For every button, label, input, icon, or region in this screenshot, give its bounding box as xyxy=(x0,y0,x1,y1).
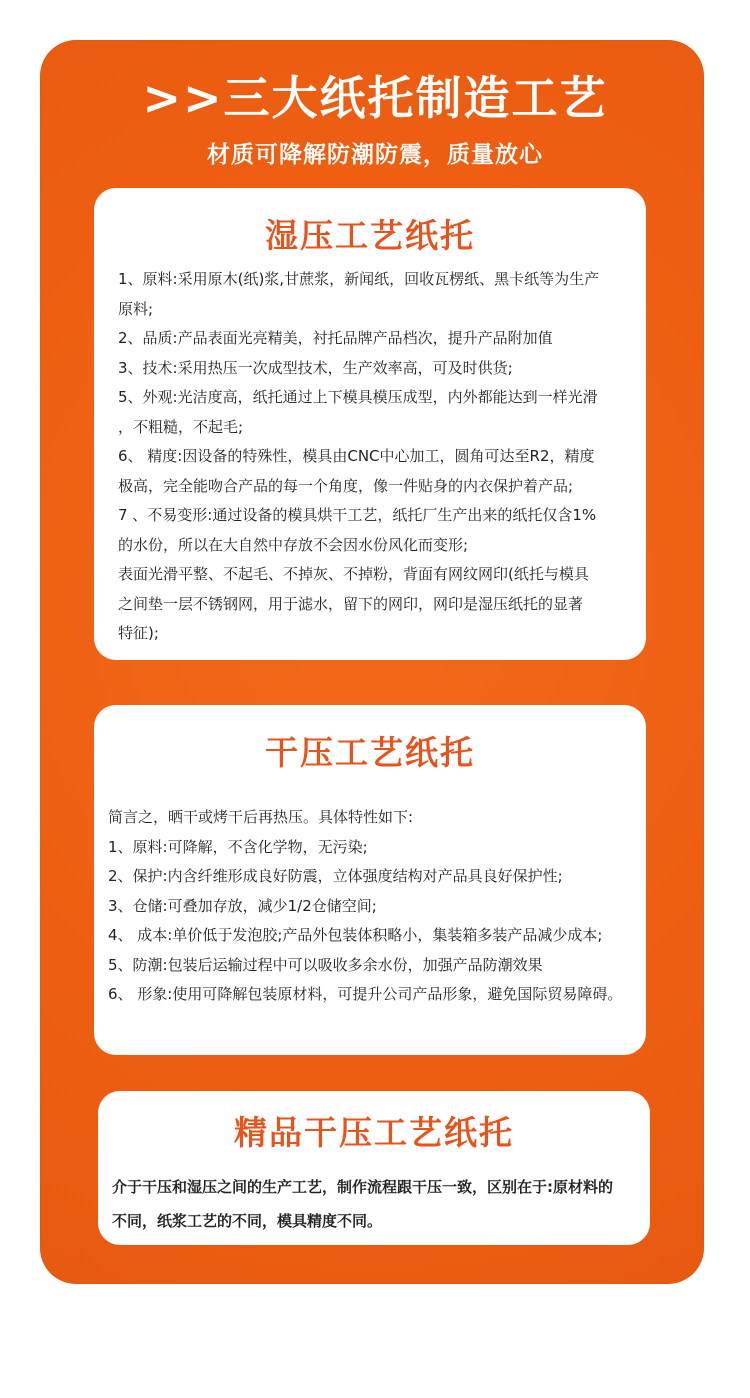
text-line: 1、原料:采用原木(纸)浆,甘蔗浆，新闻纸，回收瓦楞纸、黑卡纸等为生产 xyxy=(118,270,600,288)
page-subtitle: 材质可降解防潮防震，质量放心 xyxy=(207,142,543,168)
text-line: 极高，完全能吻合产品的每一个角度，像一件贴身的内衣保护着产品; xyxy=(118,476,574,495)
text-line: 5、防潮:包装后运输过程中可以吸收多余水份，加强产品防潮效果 xyxy=(108,955,543,974)
text-line: 3、仓储:可叠加存放，减少1/2仓储空间; xyxy=(108,896,377,915)
text-line: 5、外观:光洁度高，纸托通过上下模具模压成型，内外都能达到一样光滑 xyxy=(118,388,598,406)
wet-press-description xyxy=(118,265,632,649)
text-line: 6、 精度:因设备的特殊性，模具由CNC中心加工，圆角可达至R2，精度 xyxy=(118,447,595,465)
wet-press-title: 湿压工艺纸托 xyxy=(265,216,475,255)
text-line: 4、 成本:单价低于发泡胶;产品外包装体积略小，集装箱多装产品减少成本; xyxy=(108,926,603,944)
text-line: 2、保护:内含纤维形成良好防震，立体强度结构对产品具良好保护性; xyxy=(108,867,563,885)
premium-dry-press-description xyxy=(112,1170,636,1238)
dry-press-description xyxy=(108,803,632,1010)
text-line: 2、品质:产品表面光亮精美，衬托品牌产品档次，提升产品附加值 xyxy=(118,329,553,347)
premium-dry-press-title: 精品干压工艺纸托 xyxy=(234,1113,514,1152)
text-line: 之间垫一层不锈钢网，用于滤水，留下的网印，网印是湿压纸托的显著 xyxy=(118,594,584,613)
text-line: 6、 形象:使用可降解包装原材料，可提升公司产品形象，避免国际贸易障碍。 xyxy=(108,985,623,1003)
text-line: 简言之，晒干或烤干后再热压。具体特性如下: xyxy=(108,808,414,826)
text-line: 1、原料:可降解，不含化学物，无污染; xyxy=(108,837,368,856)
text-line: 3、技术:采用热压一次成型技术，生产效率高，可及时供货; xyxy=(118,358,513,377)
text-line: 特征); xyxy=(118,624,159,642)
text-line: 介于干压和湿压之间的生产工艺，制作流程跟干压一致，区别在于:原材料的 xyxy=(112,1178,614,1196)
wet-press-card xyxy=(94,188,646,660)
text-line: 的水份，所以在大自然中存放不会因水份风化而变形; xyxy=(118,535,469,554)
text-line: 不同，纸浆工艺的不同，模具精度不同。 xyxy=(112,1212,383,1230)
text-line: 原料; xyxy=(118,299,154,318)
dry-press-title: 干压工艺纸托 xyxy=(265,733,475,772)
text-line: ，不粗糙，不起毛; xyxy=(118,417,244,436)
text-line: 表面光滑平整、不起毛、不掉灰、不掉粉，背面有网纹网印(纸托与模具 xyxy=(118,565,589,583)
dry-press-card xyxy=(94,705,646,1055)
page-title: >>三大纸托制造工艺 xyxy=(142,71,608,125)
text-line: 7 、不易变形:通过设备的模具烘干工艺，纸托厂生产出来的纸托仅含1% xyxy=(118,506,597,524)
premium-dry-press-card xyxy=(98,1091,650,1245)
